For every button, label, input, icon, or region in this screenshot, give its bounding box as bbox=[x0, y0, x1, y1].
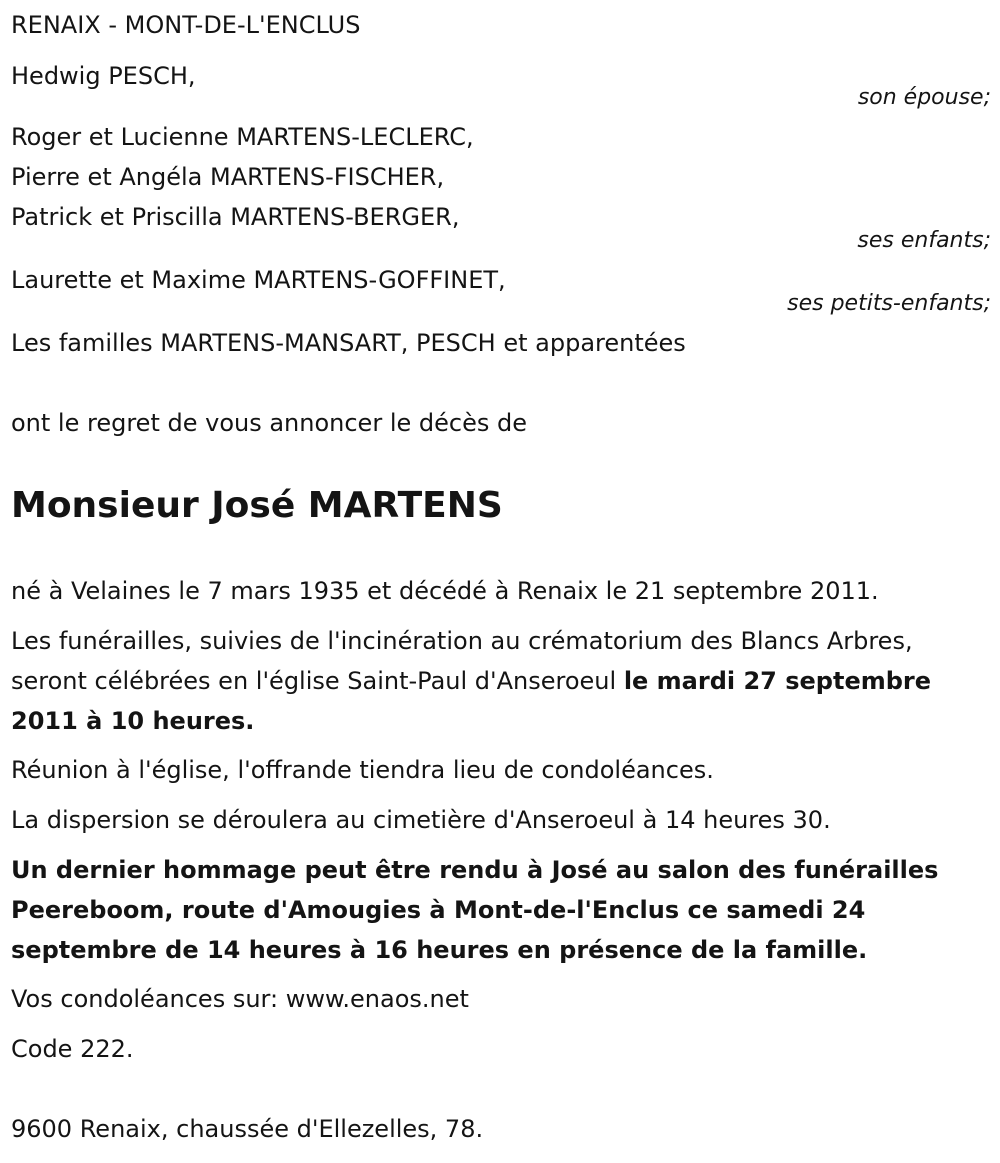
address-line: 9600 Renaix, chaussée d'Ellezelles, 78. bbox=[11, 1115, 484, 1143]
grandchildren-names: Laurette et Maxime MARTENS-GOFFINET, bbox=[11, 266, 506, 294]
other-families: Les familles MARTENS-MANSART, PESCH et apparentées bbox=[11, 329, 686, 357]
birth-death-line: né à Velaines le 7 mars 1935 et décédé à Renaix le 21 septembre 2011. bbox=[11, 577, 879, 605]
condolences-line: Vos condoléances sur: www.enaos.net bbox=[11, 985, 469, 1013]
deceased-name: Monsieur José MARTENS bbox=[11, 485, 503, 526]
dispersion-line: La dispersion se déroulera au cimetière d'Anseroeul à 14 heures 30. bbox=[11, 806, 831, 834]
spouse-role: son épouse; bbox=[857, 85, 991, 110]
funeral-paragraph bbox=[11, 621, 986, 741]
funeral-date: le mardi 27 septembre 2011 à 10 heures. bbox=[11, 667, 932, 735]
announcement-text: ont le regret de vous annoncer le décès de bbox=[11, 409, 527, 437]
reunion-line: Réunion à l'église, l'offrande tiendra lieu de condoléances. bbox=[11, 756, 714, 784]
location-header: RENAIX - MONT-DE-L'ENCLUS bbox=[11, 11, 361, 39]
code-line: Code 222. bbox=[11, 1035, 134, 1063]
tribute-paragraph: Un dernier hommage peut être rendu à José au salon des funérailles Peereboom, route d'Amougies à Mont-de-l'Enclus ce samedi 24 septembre de 14 heures à 16 heures en présence de la famille. bbox=[11, 856, 939, 964]
grandchildren-role: ses petits-enfants; bbox=[787, 291, 991, 316]
spouse-name: Hedwig PESCH, bbox=[11, 62, 196, 90]
child-line-3: Patrick et Priscilla MARTENS-BERGER, bbox=[11, 203, 460, 231]
children-role: ses enfants; bbox=[857, 228, 991, 253]
obituary-notice bbox=[11, 0, 991, 1163]
funeral-text: Les funérailles, suivies de l'incinération au crématorium des Blancs Arbres, seront célébrées en l'église Saint-Paul d'Anseroeul bbox=[11, 627, 913, 695]
child-line-1: Roger et Lucienne MARTENS-LECLERC, bbox=[11, 123, 474, 151]
child-line-2: Pierre et Angéla MARTENS-FISCHER, bbox=[11, 163, 445, 191]
